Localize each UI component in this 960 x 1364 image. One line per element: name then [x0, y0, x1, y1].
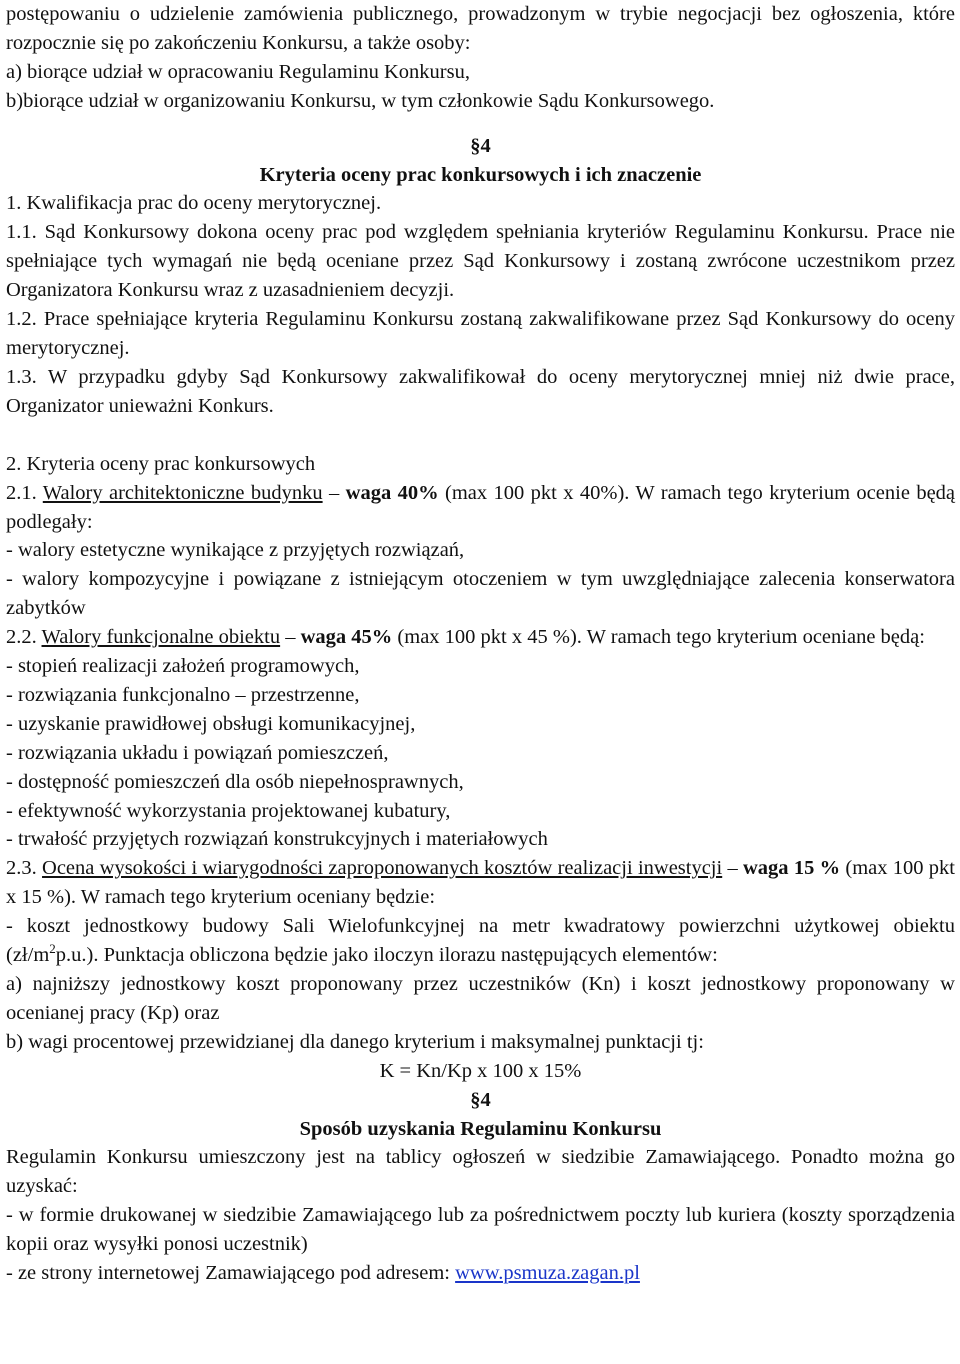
section-number: §4: [470, 134, 491, 157]
criterion-2-1: [6, 479, 955, 537]
section-title: Sposób uzyskania Regulaminu Konkursu: [299, 1117, 662, 1140]
list-item: - stopień realizacji założeń programowych,: [6, 655, 360, 678]
intro-item-b: b)biorące udział w organizowaniu Konkursu, w tym członkowie Sądu Konkursowego.: [6, 89, 715, 112]
criterion-dash: –: [322, 481, 346, 504]
section-number: §4: [470, 1088, 491, 1111]
element-b: b) wagi procentowej przewidzianej dla danego kryterium i maksymalnej punktacji tj:: [6, 1030, 704, 1053]
paragraph-1-1: 1.1. Sąd Konkursowy dokona oceny prac pod względem spełniania kryteriów Regulaminu Konkursu. Prace nie spełniające tych wymagań nie będą oceniane przez Sąd Konkursowy i zostaną zwrócone uczestnikom przez Organizatora Konkursu wraz z uzasadnieniem decyzji.: [6, 221, 955, 302]
availability-paragraph: Regulamin Konkursu umieszczony jest na tablicy ogłoszeń w siedzibie Zamawiającego. Ponadto można go uzyskać:: [6, 1146, 955, 1198]
criterion-number: 2.1.: [6, 481, 37, 504]
element-a: a) najniższy jednostkowy koszt proponowany przez uczestników (Kn) i koszt jednostkowy proponowany w ocenianej pracy (Kp) oraz: [6, 973, 955, 1024]
paragraph-1: 1. Kwalifikacja prac do oceny merytorycznej.: [6, 192, 382, 215]
intro-item-a: a) biorące udział w opracowaniu Regulaminu Konkursu,: [6, 60, 470, 83]
criterion-weight: waga 40%: [345, 481, 439, 504]
criterion-number: 2.2.: [6, 626, 37, 649]
cost-text: p.u.). Punktacja obliczona będzie jako iloczyn ilorazu następujących elementów:: [55, 944, 718, 967]
list-item: - trwałość przyjętych rozwiązań konstrukcyjnych i materiałowych: [6, 828, 548, 851]
availability-text: - ze strony internetowej Zamawiającego pod adresem:: [6, 1262, 456, 1285]
list-item: - walory estetyczne wynikające z przyjętych rozwiązań,: [6, 539, 465, 562]
paragraph-2: 2. Kryteria oceny prac konkursowych: [6, 452, 316, 475]
criterion-2-3: [6, 854, 955, 912]
availability-item: [6, 1259, 955, 1288]
list-item: - uzyskanie prawidłowej obsługi komunikacyjnej,: [6, 712, 416, 735]
cost-text: - koszt jednostkowy budowy Sali Wielofunkcyjnej na metr kwadratowy powierzchni użytkowej obiektu (zł/m: [6, 915, 955, 967]
criterion-description: (max 100 pkt x 15 %). W ramach tego kryterium oceniany będzie:: [6, 857, 955, 909]
paragraph-1-3: 1.3. W przypadku gdyby Sąd Konkursowy zakwalifikował do oceny merytorycznej mniej niż dwie prace, Organizator unieważni Konkurs.: [6, 365, 955, 417]
criterion-name: Walory funkcjonalne obiektu: [41, 626, 281, 649]
criterion-weight: waga 45%: [300, 626, 393, 649]
list-item: - walory kompozycyjne i powiązane z istniejącym otoczeniem w tym uwzględniające zalecenia konserwatora zabytków: [6, 568, 955, 620]
criterion-2-2: [6, 623, 955, 652]
list-item: - rozwiązania układu i powiązań pomieszczeń,: [6, 741, 389, 764]
section-title: Kryteria oceny prac konkursowych i ich znaczenie: [259, 163, 702, 186]
cost-description: [6, 912, 955, 970]
criterion-name: Ocena wysokości i wiarygodności zaproponowanych kosztów realizacji inwestycji: [42, 857, 723, 880]
website-link[interactable]: www.psmuza.zagan.pl: [455, 1262, 640, 1285]
list-item: - rozwiązania funkcjonalno – przestrzenne,: [6, 683, 360, 706]
criterion-description: (max 100 pkt x 45 %). W ramach tego kryterium oceniane będą:: [392, 626, 925, 649]
criterion-dash: –: [722, 857, 743, 880]
intro-paragraph: postępowaniu o udzielenie zamówienia publicznego, prowadzonym w trybie negocjacji bez ogłoszenia, które rozpocznie się po zakończeniu Konkursu, a także osoby:: [6, 3, 955, 54]
criterion-description: (max 100 pkt x 40%). W ramach tego kryterium ocenie będą podlegały:: [6, 481, 956, 533]
formula: K = Kn/Kp x 100 x 15%: [379, 1059, 582, 1082]
paragraph-1-2: 1.2. Prace spełniające kryteria Regulaminu Konkursu zostaną zakwalifikowane przez Sąd Konkursowy do oceny merytorycznej.: [6, 308, 955, 359]
criterion-name: Walory architektoniczne budynku: [42, 481, 323, 504]
list-item: - efektywność wykorzystania projektowanej kubatury,: [6, 799, 451, 822]
criterion-weight: waga 15 %: [743, 857, 841, 880]
criterion-number: 2.3.: [6, 857, 37, 880]
criterion-dash: –: [280, 626, 301, 649]
superscript: 2: [49, 941, 56, 957]
availability-item: - w formie drukowanej w siedzibie Zamawiającego lub za pośrednictwem poczty lub kuriera (koszty sporządzenia kopii oraz wysyłki ponosi uczestnik): [6, 1204, 955, 1256]
list-item: - dostępność pomieszczeń dla osób niepełnosprawnych,: [6, 770, 464, 793]
